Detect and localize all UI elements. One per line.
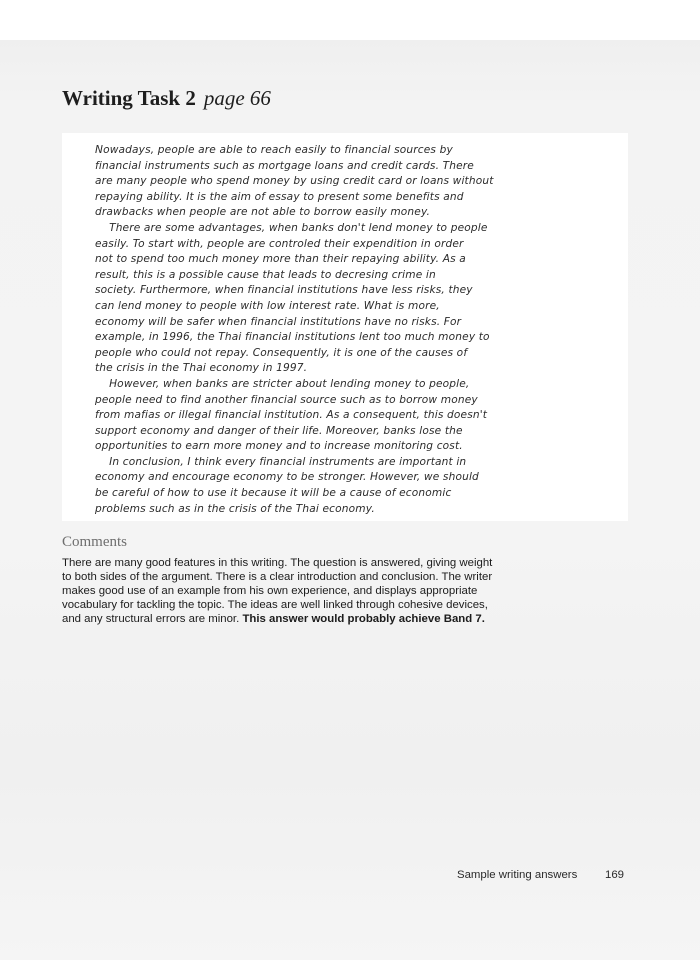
essay-line: drawbacks when people are not able to borrow easily money. (95, 206, 431, 219)
essay-text (95, 143, 625, 517)
page-heading (62, 86, 271, 111)
essay-line: easily. To start with, people are controled their expendition in order (95, 237, 464, 250)
essay-line: However, when banks are stricter about lending money to people, (95, 377, 470, 390)
handwritten-essay-panel (62, 133, 628, 521)
essay-line: can lend money to people with low interest rate. What is more, (95, 299, 440, 312)
comments-heading: Comments (62, 534, 128, 550)
essay-line: There are some advantages, when banks don't lend money to people (95, 221, 488, 234)
essay-line: economy will be safer when financial institutions have no risks. For (95, 315, 462, 328)
essay-line: In conclusion, I think every financial instruments are important in (95, 455, 467, 468)
essay-line: not to spend too much money more than their repaying ability. As a (95, 253, 466, 266)
essay-line: opportunities to earn more money and to increase monitoring cost. (95, 440, 463, 453)
essay-line: financial instruments such as mortgage loans and credit cards. There (95, 159, 474, 172)
page-top-margin (0, 0, 700, 40)
essay-line: problems such as in the crisis of the Thai economy. (95, 502, 375, 515)
essay-line: the crisis in the Thai economy in 1997. (95, 362, 308, 375)
task-title: Writing Task 2 (62, 86, 196, 110)
essay-line: example, in 1996, the Thai financial institutions lent too much money to (95, 331, 490, 344)
comment-line: makes good use of an example from his own experience, and displays appropriate (62, 585, 478, 598)
comments-text (62, 556, 642, 626)
comment-line-plain: and any structural errors are minor. (62, 613, 243, 626)
footer-section-title: Sample writing answers (457, 869, 578, 881)
essay-line: Nowadays, people are able to reach easily to financial sources by (95, 144, 453, 156)
page-reference: page 66 (203, 86, 271, 110)
essay-line: support economy and danger of their life. Moreover, banks lose the (95, 424, 463, 437)
band-verdict: This answer would probably achieve Band 7. (242, 613, 485, 626)
essay-line: people who could not repay. Consequently, it is one of the causes of (95, 346, 468, 359)
essay-line: from mafias or illegal financial institution. As a consequent, this doesn't (95, 409, 488, 422)
comment-line: vocabulary for tackling the topic. The ideas are well linked through cohesive devices, (62, 599, 488, 612)
essay-line: be careful of how to use it because it will be a cause of economic (95, 487, 452, 500)
comment-line: to both sides of the argument. There is a clear introduction and conclusion. The writer (62, 571, 493, 584)
comment-line (62, 612, 642, 626)
essay-line: repaying ability. It is the aim of essay to present some benefits and (95, 190, 464, 203)
essay-line: people need to find another financial source such as to borrow money (95, 393, 478, 406)
footer-page-number: 169 (605, 869, 625, 881)
essay-line: economy and encourage economy to be stronger. However, we should (95, 471, 479, 484)
essay-line: society. Furthermore, when financial institutions have less risks, they (95, 284, 473, 297)
comment-line: There are many good features in this writing. The question is answered, giving weight (62, 557, 493, 569)
essay-line: are many people who spend money by using credit card or loans without (95, 175, 494, 188)
essay-line: result, this is a possible cause that leads to decresing crime in (95, 268, 436, 281)
